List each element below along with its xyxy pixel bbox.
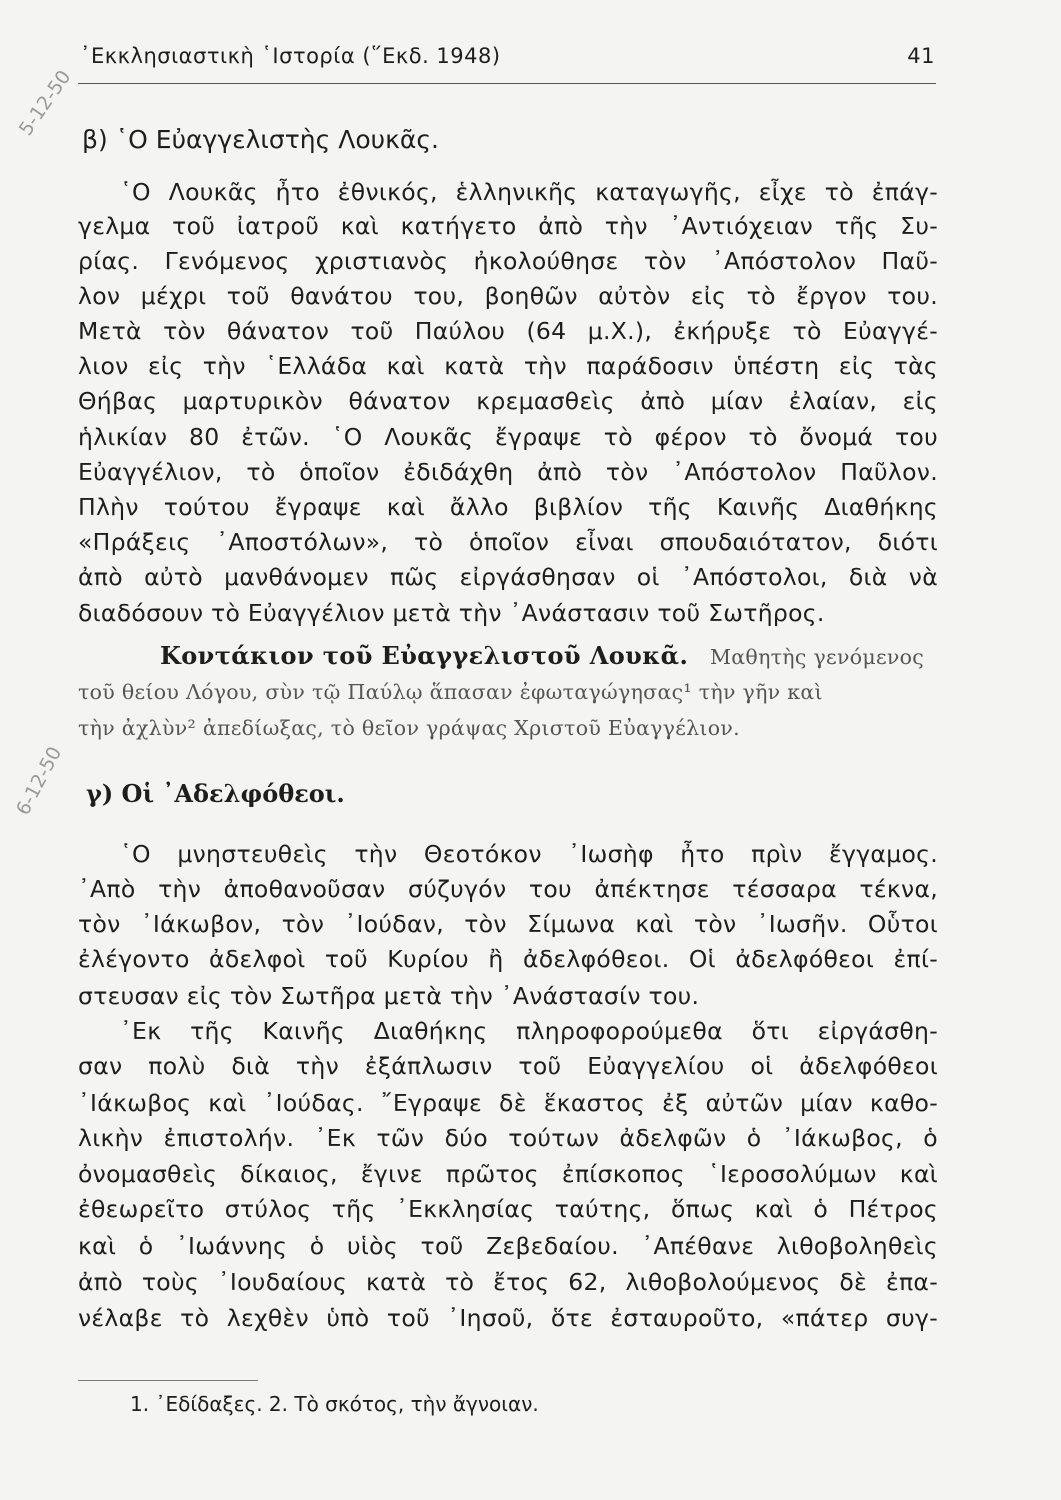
text-line: λον μέχρι τοῦ θανάτου του, βοηθῶν αὐτὸν εἰς τὸ ἔργον του. — [78, 282, 938, 310]
text-line: τὸν ᾽Ιάκωβον, τὸν ᾽Ιούδαν, τὸν Σίμωνα καὶ τὸν ᾽Ιωσῆν. Οὗτοι — [78, 910, 938, 938]
text-line: λιον εἰς τὴν ῾Ελλάδα καὶ κατὰ τὴν παράδοσιν ὑπέστη εἰς τὰς — [78, 352, 938, 380]
text-line: ρίας. Γενόμενος χριστιανὸς ἠκολούθησε τὸν ᾽Απόστολον Παῦ- — [78, 247, 938, 275]
text-line: ᾽Ιάκωβος καὶ ᾽Ιούδας. ῎Εγραψε δὲ ἕκαστος ἐξ αὐτῶν μίαν καθο- — [78, 1089, 938, 1117]
pencil-annotation: 6-12-50 — [11, 743, 67, 819]
text-line: διαδόσουν τὸ Εὐαγγέλιον μετὰ τὴν ᾽Ανάστασιν τοῦ Σωτῆρος. — [78, 599, 825, 627]
text-line: ὀνομασθεὶς δίκαιος, ἔγινε πρῶτος ἐπίσκοπος ῾Ιεροσολύμων καὶ — [78, 1160, 938, 1188]
text-line: Εὐαγγέλιον, τὸ ὁποῖον ἐδιδάχθη ἀπὸ τὸν ᾽Απόστολον Παῦλον. — [78, 458, 938, 486]
page-number: 41 — [907, 44, 935, 68]
footnote-rule — [78, 1380, 258, 1381]
text-line: ἡλικίαν 80 ἐτῶν. ῾Ο Λουκᾶς ἔγραψε τὸ φέρον τὸ ὄνομά του — [78, 423, 938, 451]
text-line: στευσαν εἰς τὸν Σωτῆρα μετὰ τὴν ᾽Ανάστασίν του. — [78, 982, 700, 1010]
kontakion-text: τοῦ θείου Λόγου, σὺν τῷ Παύλῳ ἅπασαν ἐφωταγώγησας¹ τὴν γῆν καὶ — [78, 680, 823, 704]
kontakion-text: τὴν ἀχλὺν² ἀπεδίωξας, τὸ θεῖον γράψας Χριστοῦ Εὐαγγέλιον. — [78, 716, 740, 740]
header-title: ᾽Εκκλησιαστικὴ ῾Ιστορία (῞Εκδ. 1948) — [80, 44, 501, 68]
text-line: ἐλέγοντο ἀδελφοὶ τοῦ Κυρίου ἢ ἀδελφόθεοι. Οἱ ἀδελφόθεοι ἐπί- — [78, 945, 938, 973]
text-line: Θήβας μαρτυρικὸν θάνατον κρεμασθεὶς ἀπὸ μίαν ἐλαίαν, εἰς — [78, 387, 938, 415]
text-line: γελμα τοῦ ἰατροῦ καὶ κατήγετο ἀπὸ τὴν ᾽Αντιόχειαν τῆς Συ- — [78, 212, 938, 240]
text-line: καὶ ὁ ᾽Ιωάννης ὁ υἱὸς τοῦ Ζεβεδαίου. ᾽Απέθανε λιθοβοληθεὶς — [78, 1232, 938, 1260]
pencil-annotation: 5-12-50 — [14, 66, 76, 140]
text-line: ῾Ο μνηστευθεὶς τὴν Θεοτόκον ᾽Ιωσὴφ ἦτο πρὶν ἔγγαμος. — [120, 840, 938, 868]
text-line: ᾽Εκ τῆς Καινῆς Διαθήκης πληροφορούμεθα ὅτι εἰργάσθη- — [120, 1017, 938, 1045]
kontakion-label: Κοντάκιον τοῦ Εὐαγγελιστοῦ Λουκᾶ. — [160, 641, 689, 670]
text-line: νέλαβε τὸ λεχθὲν ὑπὸ τοῦ ᾽Ιησοῦ, ὅτε ἐσταυροῦτο, «πάτερ συγ- — [78, 1304, 938, 1332]
text-line: ἀπὸ τοὺς ᾽Ιουδαίους κατὰ τὸ ἔτος 62, λιθοβολούμενος δὲ ἐπα- — [78, 1268, 938, 1296]
text-line: «Πράξεις ᾽Αποστόλων», τὸ ὁποῖον εἶναι σπουδαιότατον, διότι — [78, 528, 938, 556]
text-line: ἀπὸ αὐτὸ μανθάνομεν πῶς εἰργάσθησαν οἱ ᾽Απόστολοι, διὰ νὰ — [78, 563, 938, 591]
kontakion-block — [160, 640, 938, 673]
kontakion-text: Μαθητὴς γενόμενος — [710, 645, 925, 669]
footnote: 1. ᾽Εδίδαξες. 2. Τὸ σκότος, τὴν ἄγνοιαν. — [130, 1392, 539, 1416]
section-heading-brothers: γ) Οἱ ᾽Αδελφόθεοι. — [86, 779, 345, 808]
text-line: ἐθεωρεῖτο στύλος τῆς ᾽Εκκλησίας ταύτης, ὅπως καὶ ὁ Πέτρος — [78, 1195, 938, 1223]
text-line: ῾Ο Λουκᾶς ἦτο ἐθνικός, ἑλληνικῆς καταγωγῆς, εἶχε τὸ ἐπάγ- — [120, 178, 938, 206]
text-line: λικὴν ἐπιστολήν. ᾽Εκ τῶν δύο τούτων ἀδελφῶν ὁ ᾽Ιάκωβος, ὁ — [78, 1124, 938, 1152]
text-line: σαν πολὺ διὰ τὴν ἐξάπλωσιν τοῦ Εὐαγγελίου οἱ ἀδελφόθεοι — [78, 1052, 938, 1080]
header-rule — [78, 83, 936, 84]
section-heading-luke: β) ῾Ο Εὐαγγελιστὴς Λουκᾶς. — [82, 125, 439, 154]
text-line: Μετὰ τὸν θάνατον τοῦ Παύλου (64 μ.Χ.), ἐκήρυξε τὸ Εὐαγγέ- — [78, 317, 938, 345]
text-line: Πλὴν τούτου ἔγραψε καὶ ἄλλο βιβλίον τῆς Καινῆς Διαθήκης — [78, 493, 938, 521]
text-line: ᾽Απὸ τὴν ἀποθανοῦσαν σύζυγόν του ἀπέκτησε τέσσαρα τέκνα, — [78, 875, 938, 903]
